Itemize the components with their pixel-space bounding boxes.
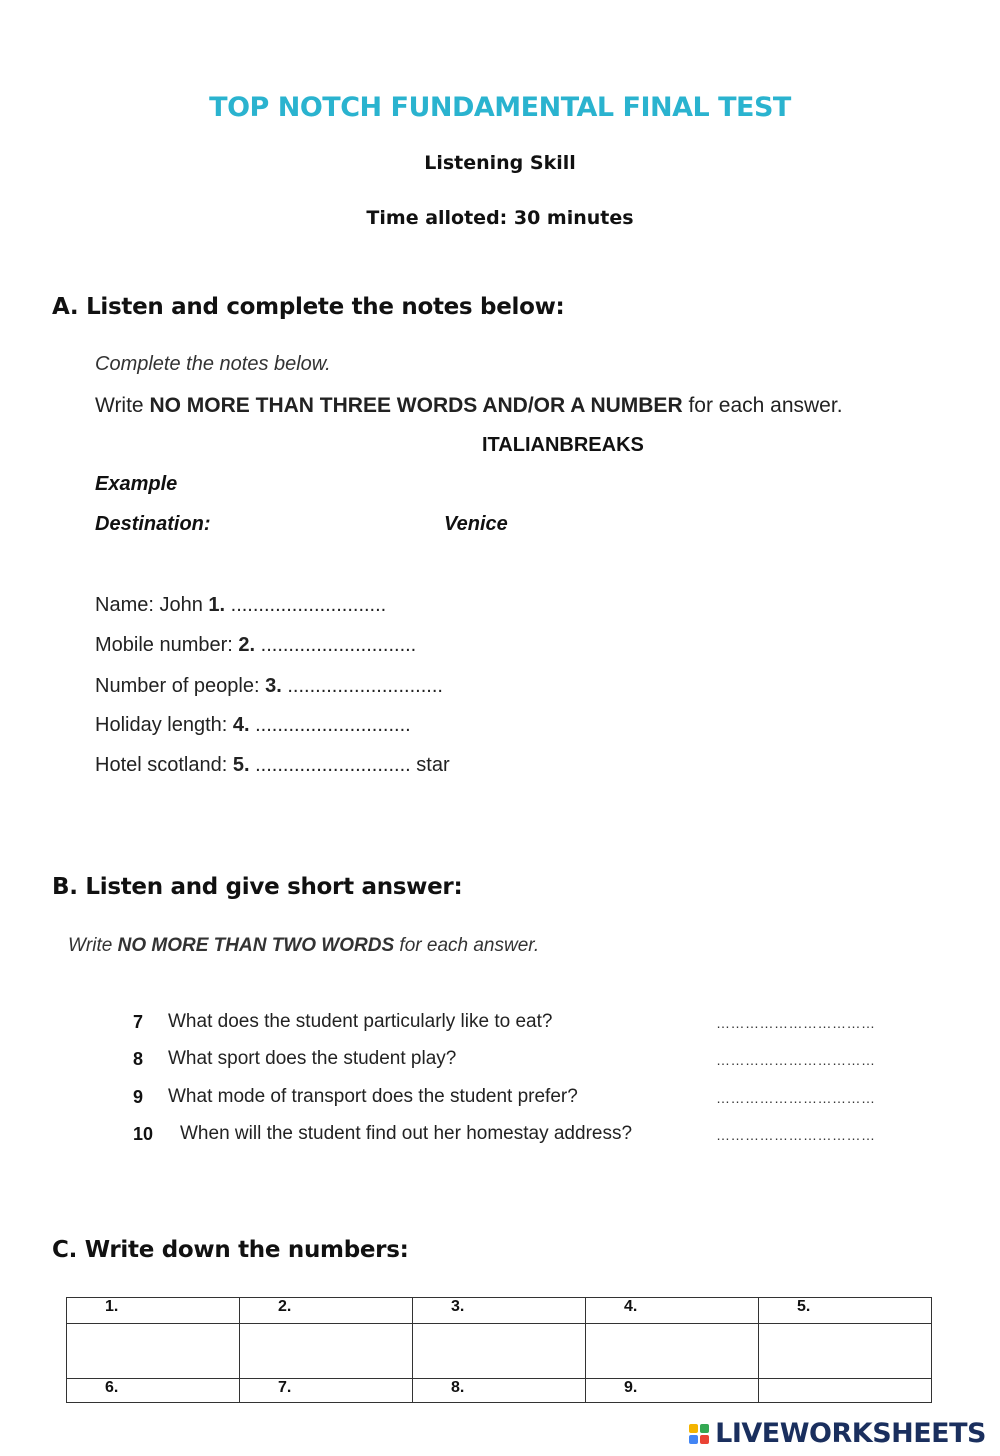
table-cell-label: 1. [67, 1298, 240, 1324]
table-cell-label [759, 1379, 932, 1403]
example-value: Venice [444, 513, 508, 535]
note-label: Name: John [95, 594, 209, 616]
table-cell-label: 3. [413, 1298, 586, 1324]
question-text: What sport does the student play? [168, 1048, 457, 1069]
answer-blank[interactable]: ............................ [249, 714, 411, 736]
note-label: Mobile number: [95, 634, 239, 656]
question-text: When will the student find out her homestay address? [180, 1123, 633, 1144]
question-number: 7 [133, 1012, 144, 1032]
table-cell-label: 7. [240, 1379, 413, 1403]
table-cell-label: 9. [586, 1379, 759, 1403]
blocks-icon [689, 1424, 709, 1444]
question-text: What does the student particularly like to eat? [168, 1011, 553, 1032]
write-rule-suffix: for each answer. [394, 935, 540, 956]
note-item [95, 754, 450, 777]
answer-blank[interactable]: ............................ [249, 754, 411, 776]
note-suffix: star [410, 754, 450, 776]
note-label: Number of people: [95, 675, 266, 697]
note-item [95, 675, 443, 698]
section-a-instruction: Complete the notes below. [95, 353, 331, 375]
table-cell-label: 5. [759, 1298, 932, 1324]
note-number: 1. [208, 594, 226, 616]
note-number: 4. [232, 714, 250, 736]
note-number: 3. [265, 675, 282, 697]
section-a-write-rule [95, 394, 843, 418]
table-cell-label: 8. [413, 1379, 586, 1403]
liveworksheets-logo [689, 1418, 986, 1449]
question-number: 10 [133, 1124, 154, 1144]
note-item [95, 714, 411, 737]
table-cell-label: 4. [586, 1298, 759, 1324]
answer-blank[interactable]: …………………………… [716, 1127, 876, 1143]
answer-blank[interactable]: …………………………… [716, 1052, 876, 1068]
write-rule-prefix: Write [95, 394, 150, 417]
note-label: Hotel scotland: [95, 754, 233, 776]
question-text: What mode of transport does the student prefer? [168, 1086, 578, 1107]
write-rule-suffix: for each answer. [682, 394, 843, 417]
skill-subtitle: Listening Skill [424, 152, 576, 174]
answer-cell[interactable] [67, 1324, 240, 1379]
time-allotted: Time alloted: 30 minutes [366, 207, 634, 229]
note-item [95, 594, 386, 617]
table-header-row [67, 1298, 932, 1324]
write-rule-bold: NO MORE THAN TWO WORDS [117, 935, 395, 956]
note-item [95, 634, 416, 657]
answer-cell[interactable] [586, 1324, 759, 1379]
note-number: 2. [238, 634, 256, 656]
write-rule-bold: NO MORE THAN THREE WORDS AND/OR A NUMBER [149, 394, 683, 417]
question-number: 9 [133, 1087, 144, 1107]
section-b-heading: B. Listen and give short answer: [52, 874, 463, 900]
example-key: Destination: [95, 513, 211, 535]
example-label: Example [95, 473, 178, 495]
page-title: TOP NOTCH FUNDAMENTAL FINAL TEST [209, 92, 791, 123]
answer-blank[interactable]: …………………………… [716, 1090, 876, 1106]
answer-blank[interactable]: …………………………… [716, 1015, 876, 1031]
table-cell-label: 2. [240, 1298, 413, 1324]
question-number: 8 [133, 1049, 144, 1069]
answer-blank[interactable]: ............................ [225, 594, 387, 616]
write-rule-prefix: Write [68, 935, 118, 956]
numbers-table [66, 1297, 932, 1403]
logo-text: LIVEWORKSHEETS [715, 1418, 986, 1449]
answer-cell[interactable] [759, 1324, 932, 1379]
note-label: Holiday length: [95, 714, 233, 736]
answer-blank[interactable]: ............................ [281, 675, 443, 697]
section-a-heading: A. Listen and complete the notes below: [52, 294, 565, 320]
answer-blank[interactable]: ............................ [255, 634, 417, 656]
answer-cell[interactable] [413, 1324, 586, 1379]
notes-title: ITALIANBREAKS [482, 434, 644, 456]
table-header-row [67, 1379, 932, 1403]
section-b-write-rule [68, 935, 539, 957]
section-c-heading: C. Write down the numbers: [52, 1237, 409, 1263]
answer-cell[interactable] [240, 1324, 413, 1379]
note-number: 5. [232, 754, 250, 776]
table-cell-label: 6. [67, 1379, 240, 1403]
table-answer-row [67, 1324, 932, 1379]
